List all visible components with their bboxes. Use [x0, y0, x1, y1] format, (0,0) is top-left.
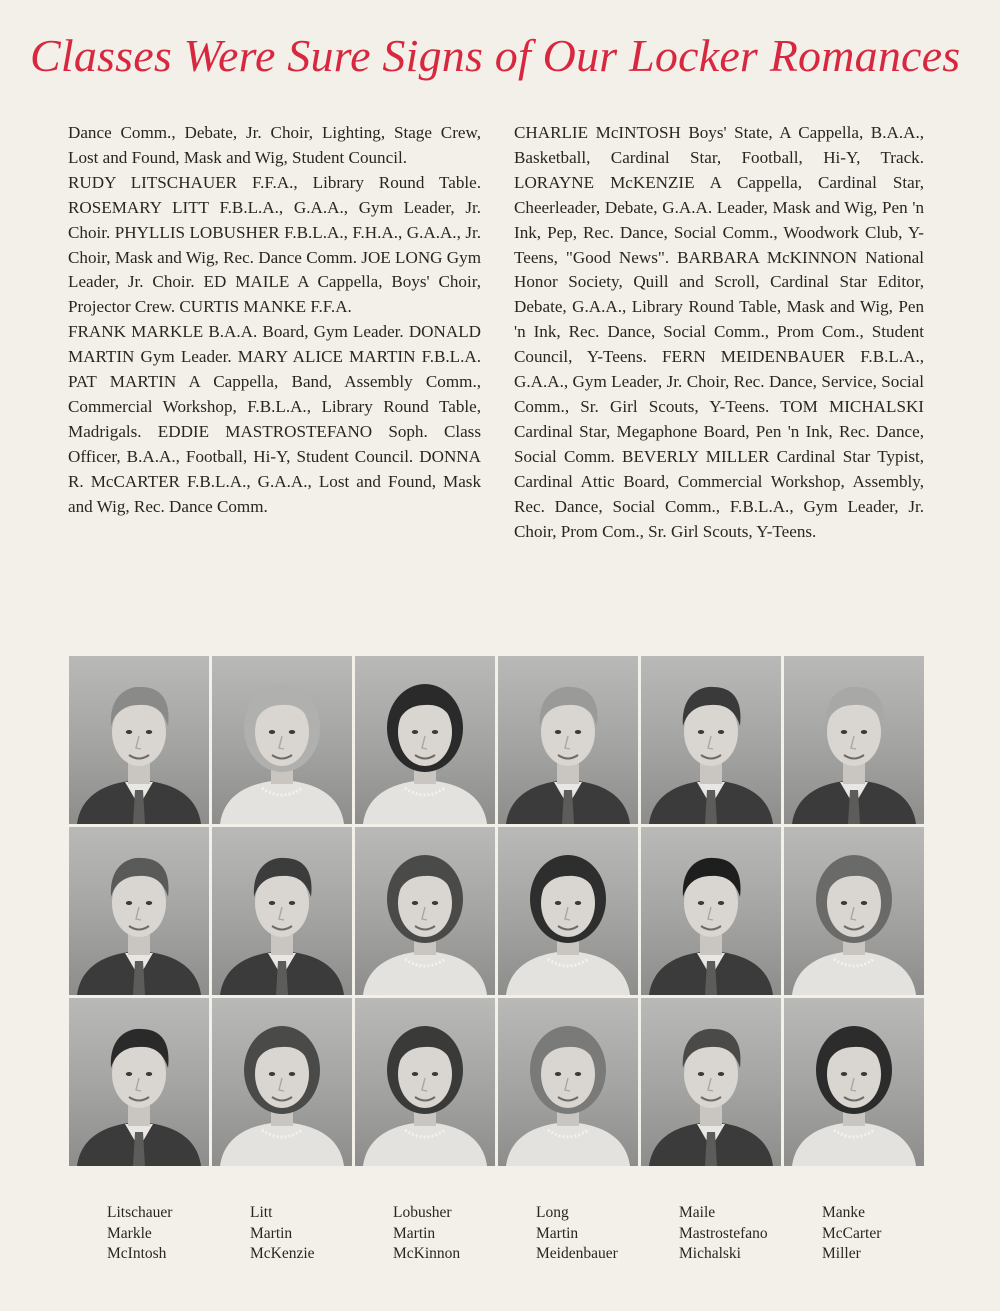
- student-portrait: [784, 656, 924, 824]
- name-column: [679, 1203, 822, 1265]
- name-column: [822, 1203, 967, 1265]
- caption-name: Manke: [822, 1204, 866, 1221]
- student-portrait: [69, 656, 209, 824]
- caption-name: McKenzie: [250, 1245, 315, 1262]
- page-title: Classes Were Sure Signs of Our Locker Romances: [30, 30, 961, 81]
- caption-name: Lobusher: [393, 1204, 452, 1221]
- student-portrait: [212, 656, 352, 824]
- student-portrait: [355, 998, 495, 1166]
- caption-name: Meidenbauer: [536, 1245, 618, 1262]
- student-portrait: [498, 827, 638, 995]
- left-paragraph: RUDY LITSCHAUER F.F.A., Library Round Table. ROSEMARY LITT F.B.L.A., G.A.A., Gym Leader, Jr. Choir. PHYLLIS LOBUSHER F.B.L.A., F.H.A., G.A.A., Jr. Choir, Mask and Wig, Rec. Dance Comm. JOE LONG Gym Leader, Jr. Choir. ED MAILE A Cappella, Boys' Choir, Projector Crew. CURTIS MANKE F.F.A.: [68, 172, 481, 317]
- student-portrait: [212, 827, 352, 995]
- caption-name: McCarter: [822, 1224, 882, 1242]
- name-column: [393, 1203, 536, 1265]
- name-captions: [107, 1203, 967, 1265]
- student-portrait: [784, 827, 924, 995]
- student-portrait: [641, 827, 781, 995]
- student-portrait: [355, 827, 495, 995]
- name-column: [536, 1203, 679, 1265]
- name-column: [250, 1203, 393, 1265]
- student-portrait: [69, 998, 209, 1166]
- caption-name: Martin: [393, 1224, 436, 1242]
- caption-name: Michalski: [679, 1245, 741, 1262]
- right-text-column: [514, 121, 924, 544]
- right-paragraph: CHARLIE McINTOSH Boys' State, A Cappella, B.A.A., Basketball, Cardinal Star, Football, Hi-Y, Track. LORAYNE McKENZIE A Cappella, Cardinal Star, Cheerleader, Debate, G.A.A. Leader, Mask and Wig, Pen 'n Ink, Pep, Rec. Dance, Social Comm., Woodwork Club, Y-Teens, "Good News". BARBARA McKINNON National Honor Society, Quill and Scroll, Cardinal Star Editor, Debate, G.A.A., Library Round Table, Mask and Wig, Pen 'n Ink, Rec. Dance, Social Comm., Prom Com., Student Council, Y-Teens. FERN MEIDENBAUER F.B.L.A., G.A.A., Gym Leader, Jr. Choir, Rec. Dance, Service, Social Comm., Sr. Girl Scouts, Y-Teens. TOM MICHALSKI Cardinal Star, Megaphone Board, Pen 'n Ink, Rec. Dance, Social Comm. BEVERLY MILLER Cardinal Star Typist, Cardinal Attic Board, Commercial Workshop, Assembly, Rec. Dance, Social Comm., F.B.L.A., Gym Leader, Jr. Choir, Prom Com., Sr. Girl Scouts, Y-Teens.: [514, 123, 924, 541]
- portrait-grid: [69, 656, 924, 1166]
- student-portrait: [212, 998, 352, 1166]
- student-portrait: [784, 998, 924, 1166]
- caption-name: Miller: [822, 1245, 861, 1262]
- caption-name: Long: [536, 1204, 569, 1221]
- student-portrait: [641, 998, 781, 1166]
- caption-name: Markle: [107, 1224, 152, 1242]
- caption-name: Martin: [250, 1224, 293, 1242]
- caption-name: Litschauer: [107, 1204, 173, 1221]
- caption-name: McKinnon: [393, 1245, 461, 1262]
- left-paragraph: Dance Comm., Debate, Jr. Choir, Lighting, Stage Crew, Lost and Found, Mask and Wig, Student Council.: [68, 123, 481, 167]
- student-portrait: [641, 656, 781, 824]
- student-portrait: [69, 827, 209, 995]
- caption-name: Litt: [250, 1204, 273, 1221]
- left-paragraph: FRANK MARKLE B.A.A. Board, Gym Leader. DONALD MARTIN Gym Leader. MARY ALICE MARTIN F.B.L.A. PAT MARTIN A Cappella, Band, Assembly Comm., Commercial Workshop, F.B.L.A., Library Round Table, Madrigals. EDDIE MASTROSTEFANO Soph. Class Officer, B.A.A., Football, Hi-Y, Student Council. DONNA R. McCARTER F.B.L.A., G.A.A., Lost and Found, Mask and Wig, Rec. Dance Comm.: [68, 322, 481, 516]
- name-column: [107, 1203, 250, 1265]
- caption-name: Martin: [536, 1224, 579, 1242]
- student-portrait: [498, 998, 638, 1166]
- caption-name: McIntosh: [107, 1245, 167, 1262]
- left-text-column: [68, 121, 481, 520]
- caption-name: Mastrostefano: [679, 1224, 768, 1242]
- student-portrait: [355, 656, 495, 824]
- caption-name: Maile: [679, 1204, 716, 1221]
- student-portrait: [498, 656, 638, 824]
